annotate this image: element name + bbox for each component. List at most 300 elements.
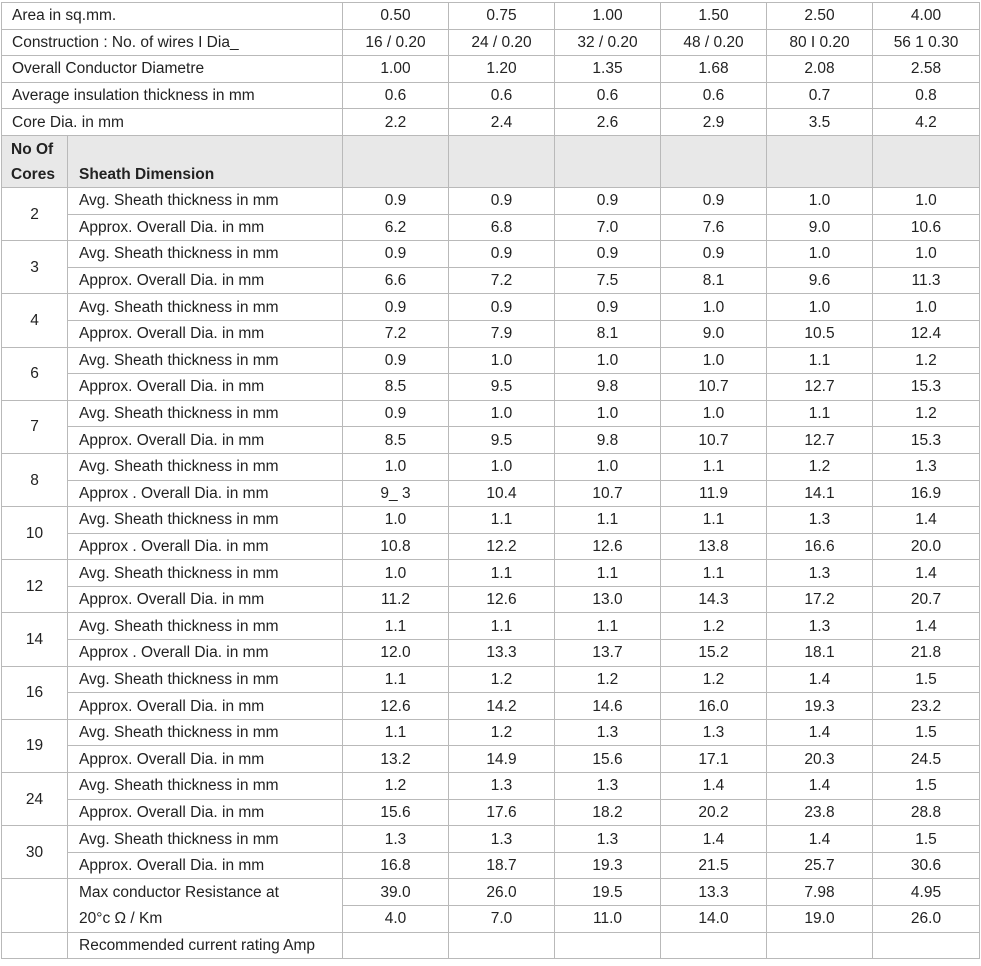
value-cell: 24 / 0.20 — [449, 29, 555, 56]
value-cell: 1.1 — [767, 400, 873, 427]
sheath-thickness-label: Avg. Sheath thickness in mm — [68, 400, 343, 427]
value-cell: 18.7 — [449, 852, 555, 879]
value-cell: 13.7 — [555, 640, 661, 667]
value-cell: 10.5 — [767, 320, 873, 347]
value-cell: 1.0 — [343, 453, 449, 480]
value-cell: 10.8 — [343, 533, 449, 560]
sheath-thickness-row — [2, 826, 980, 853]
value-cell: 2.2 — [343, 109, 449, 136]
spec-row — [2, 29, 980, 56]
value-cell: 1.3 — [555, 773, 661, 800]
value-cell: 0.7 — [767, 82, 873, 109]
value-cell: 9_ 3 — [343, 480, 449, 507]
value-cell: 16.8 — [343, 852, 449, 879]
value-cell: 20.2 — [661, 799, 767, 826]
value-cell: 1.1 — [555, 560, 661, 587]
core-count: 14 — [2, 613, 68, 666]
sheath-thickness-label: Avg. Sheath thickness in mm — [68, 613, 343, 640]
empty-header-cell — [449, 135, 555, 187]
value-cell: 0.8 — [873, 82, 980, 109]
value-cell: 1.5 — [873, 826, 980, 853]
cores-header — [2, 135, 68, 187]
value-cell: 0.9 — [449, 241, 555, 268]
value-cell: 1.50 — [661, 3, 767, 30]
value-cell: 12.4 — [873, 320, 980, 347]
empty-value-cell — [767, 932, 873, 959]
empty-value-cell — [873, 932, 980, 959]
overall-dia-label: Approx . Overall Dia. in mm — [68, 533, 343, 560]
sheath-thickness-row — [2, 613, 980, 640]
empty-header-cell — [767, 135, 873, 187]
sheath-thickness-label: Avg. Sheath thickness in mm — [68, 826, 343, 853]
overall-dia-label: Approx. Overall Dia. in mm — [68, 586, 343, 613]
value-cell: 1.2 — [767, 453, 873, 480]
core-count: 12 — [2, 560, 68, 613]
value-cell: 1.35 — [555, 56, 661, 83]
value-cell: 21.8 — [873, 640, 980, 667]
value-cell: 11.9 — [661, 480, 767, 507]
core-count: 4 — [2, 294, 68, 347]
spec-label: Core Dia. in mm — [2, 109, 343, 136]
core-count: 7 — [2, 400, 68, 453]
overall-dia-row — [2, 693, 980, 720]
value-cell: 12.7 — [767, 374, 873, 401]
value-cell: 1.2 — [555, 666, 661, 693]
value-cell: 0.6 — [555, 82, 661, 109]
value-cell: 1.0 — [449, 453, 555, 480]
value-cell: 1.1 — [661, 507, 767, 534]
overall-dia-row — [2, 267, 980, 294]
empty-value-cell — [449, 932, 555, 959]
cores-header-line1: No Of — [11, 140, 54, 158]
value-cell: 7.2 — [449, 267, 555, 294]
value-cell: 8.1 — [555, 320, 661, 347]
value-cell: 20.3 — [767, 746, 873, 773]
empty-value-cell — [555, 932, 661, 959]
value-cell: 15.6 — [343, 799, 449, 826]
value-cell: 39.0 — [343, 879, 449, 906]
spec-label: Construction : No. of wires I Dia_ — [2, 29, 343, 56]
value-cell: 1.0 — [555, 453, 661, 480]
current-row — [2, 906, 980, 933]
resistance-row — [2, 879, 980, 906]
value-cell: 1.0 — [873, 294, 980, 321]
value-cell: 8.5 — [343, 427, 449, 454]
table-body — [2, 3, 980, 959]
value-cell: 0.9 — [449, 187, 555, 214]
value-cell: 20.7 — [873, 586, 980, 613]
value-cell: 13.8 — [661, 533, 767, 560]
spec-row — [2, 3, 980, 30]
value-cell: 0.6 — [343, 82, 449, 109]
core-count: 8 — [2, 453, 68, 506]
sheath-thickness-label: Avg. Sheath thickness in mm — [68, 719, 343, 746]
sheath-header-title: Sheath Dimension — [68, 135, 343, 187]
value-cell: 2.58 — [873, 56, 980, 83]
overall-dia-row — [2, 533, 980, 560]
overall-dia-label: Approx. Overall Dia. in mm — [68, 267, 343, 294]
value-cell: 1.3 — [555, 719, 661, 746]
sheath-thickness-row — [2, 400, 980, 427]
overall-dia-row — [2, 586, 980, 613]
value-cell: 0.50 — [343, 3, 449, 30]
value-cell: 9.8 — [555, 374, 661, 401]
value-cell: 1.2 — [661, 666, 767, 693]
value-cell: 7.98 — [767, 879, 873, 906]
core-count: 6 — [2, 347, 68, 400]
value-cell: 0.9 — [449, 294, 555, 321]
overall-dia-row — [2, 852, 980, 879]
value-cell: 1.1 — [555, 507, 661, 534]
overall-dia-row — [2, 746, 980, 773]
value-cell: 1.5 — [873, 719, 980, 746]
value-cell: 1.4 — [767, 773, 873, 800]
overall-dia-label: Approx. Overall Dia. in mm — [68, 374, 343, 401]
value-cell: 1.4 — [873, 507, 980, 534]
value-cell: 14.9 — [449, 746, 555, 773]
sheath-thickness-label: Avg. Sheath thickness in mm — [68, 241, 343, 268]
core-count: 24 — [2, 773, 68, 826]
value-cell: 4.95 — [873, 879, 980, 906]
value-cell: 1.4 — [873, 613, 980, 640]
value-cell: 0.9 — [343, 294, 449, 321]
overall-dia-row — [2, 214, 980, 241]
value-cell: 19.5 — [555, 879, 661, 906]
empty-value-cell — [661, 932, 767, 959]
value-cell: 7.9 — [449, 320, 555, 347]
resistance-label-line1: Max conductor Resistance at — [68, 879, 343, 906]
value-cell: 6.8 — [449, 214, 555, 241]
value-cell: 25.7 — [767, 852, 873, 879]
value-cell: 12.0 — [343, 640, 449, 667]
value-cell: 30.6 — [873, 852, 980, 879]
value-cell: 2.9 — [661, 109, 767, 136]
value-cell: 0.9 — [661, 241, 767, 268]
value-cell: 48 / 0.20 — [661, 29, 767, 56]
value-cell: 13.3 — [449, 640, 555, 667]
value-cell: 1.4 — [873, 560, 980, 587]
value-cell: 1.0 — [343, 560, 449, 587]
value-cell: 1.00 — [343, 56, 449, 83]
spec-row — [2, 56, 980, 83]
value-cell: 1.3 — [343, 826, 449, 853]
value-cell: 1.1 — [661, 560, 767, 587]
core-count: 2 — [2, 187, 68, 240]
value-cell: 7.0 — [449, 906, 555, 933]
cores-header-line2: Cores — [11, 165, 55, 183]
value-cell: 0.6 — [449, 82, 555, 109]
value-cell: 1.3 — [767, 560, 873, 587]
empty-header-cell — [555, 135, 661, 187]
value-cell: 1.3 — [767, 507, 873, 534]
value-cell: 16.0 — [661, 693, 767, 720]
value-cell: 2.08 — [767, 56, 873, 83]
value-cell: 0.9 — [555, 187, 661, 214]
value-cell: 56 1 0.30 — [873, 29, 980, 56]
value-cell: 7.5 — [555, 267, 661, 294]
value-cell: 9.0 — [767, 214, 873, 241]
overall-dia-label: Approx. Overall Dia. in mm — [68, 799, 343, 826]
value-cell: 9.0 — [661, 320, 767, 347]
overall-dia-label: Approx . Overall Dia. in mm — [68, 640, 343, 667]
sheath-thickness-row — [2, 347, 980, 374]
value-cell: 4.00 — [873, 3, 980, 30]
value-cell: 1.2 — [449, 666, 555, 693]
value-cell: 15.3 — [873, 374, 980, 401]
value-cell: 1.3 — [449, 826, 555, 853]
value-cell: 1.2 — [661, 613, 767, 640]
sheath-thickness-row — [2, 719, 980, 746]
value-cell: 16.6 — [767, 533, 873, 560]
value-cell: 11.0 — [555, 906, 661, 933]
value-cell: 12.6 — [343, 693, 449, 720]
value-cell: 32 / 0.20 — [555, 29, 661, 56]
overall-dia-label: Approx. Overall Dia. in mm — [68, 320, 343, 347]
value-cell: 17.6 — [449, 799, 555, 826]
value-cell: 0.6 — [661, 82, 767, 109]
value-cell: 6.6 — [343, 267, 449, 294]
value-cell: 1.3 — [873, 453, 980, 480]
value-cell: 26.0 — [449, 879, 555, 906]
value-cell: 15.3 — [873, 427, 980, 454]
value-cell: 1.1 — [343, 719, 449, 746]
value-cell: 1.0 — [767, 294, 873, 321]
value-cell: 0.9 — [343, 187, 449, 214]
value-cell: 1.5 — [873, 666, 980, 693]
value-cell: 1.3 — [767, 613, 873, 640]
value-cell: 9.5 — [449, 427, 555, 454]
value-cell: 1.0 — [555, 400, 661, 427]
value-cell: 23.8 — [767, 799, 873, 826]
empty-value-cell — [343, 932, 449, 959]
value-cell: 1.1 — [343, 666, 449, 693]
value-cell: 1.2 — [873, 347, 980, 374]
overall-dia-row — [2, 320, 980, 347]
sheath-thickness-label: Avg. Sheath thickness in mm — [68, 187, 343, 214]
value-cell: 0.9 — [343, 241, 449, 268]
overall-dia-row — [2, 374, 980, 401]
value-cell: 14.2 — [449, 693, 555, 720]
value-cell: 12.6 — [449, 586, 555, 613]
value-cell: 7.2 — [343, 320, 449, 347]
value-cell: 0.9 — [661, 187, 767, 214]
value-cell: 14.6 — [555, 693, 661, 720]
value-cell: 19.3 — [555, 852, 661, 879]
value-cell: 18.2 — [555, 799, 661, 826]
value-cell: 1.0 — [873, 241, 980, 268]
value-cell: 10.4 — [449, 480, 555, 507]
overall-dia-label: Approx . Overall Dia. in mm — [68, 480, 343, 507]
core-count: 3 — [2, 241, 68, 294]
overall-dia-row — [2, 640, 980, 667]
value-cell: 3.5 — [767, 109, 873, 136]
core-count: 30 — [2, 826, 68, 879]
value-cell: 1.2 — [449, 719, 555, 746]
value-cell: 1.1 — [343, 613, 449, 640]
value-cell: 1.1 — [767, 347, 873, 374]
value-cell: 1.3 — [555, 826, 661, 853]
value-cell: 1.4 — [767, 666, 873, 693]
sheath-thickness-row — [2, 560, 980, 587]
resistance-label-line2: 20°c Ω / Km — [68, 906, 343, 933]
spec-row — [2, 82, 980, 109]
value-cell: 4.0 — [343, 906, 449, 933]
sheath-header-row — [2, 135, 980, 187]
spec-label: Average insulation thickness in mm — [2, 82, 343, 109]
value-cell: 1.0 — [449, 400, 555, 427]
sheath-thickness-row — [2, 773, 980, 800]
empty-header-cell — [873, 135, 980, 187]
value-cell: 1.0 — [767, 241, 873, 268]
overall-dia-label: Approx. Overall Dia. in mm — [68, 746, 343, 773]
cable-spec-table — [1, 2, 980, 959]
value-cell: 6.2 — [343, 214, 449, 241]
value-cell: 16 / 0.20 — [343, 29, 449, 56]
sheath-thickness-label: Avg. Sheath thickness in mm — [68, 666, 343, 693]
value-cell: 20.0 — [873, 533, 980, 560]
value-cell: 1.4 — [661, 773, 767, 800]
value-cell: 1.0 — [661, 347, 767, 374]
sheath-thickness-label: Avg. Sheath thickness in mm — [68, 560, 343, 587]
value-cell: 23.2 — [873, 693, 980, 720]
value-cell: 1.1 — [661, 453, 767, 480]
value-cell: 0.9 — [555, 241, 661, 268]
overall-dia-row — [2, 799, 980, 826]
value-cell: 17.1 — [661, 746, 767, 773]
value-cell: 26.0 — [873, 906, 980, 933]
value-cell: 12.7 — [767, 427, 873, 454]
overall-dia-row — [2, 480, 980, 507]
value-cell: 1.4 — [767, 719, 873, 746]
value-cell: 15.2 — [661, 640, 767, 667]
value-cell: 8.1 — [661, 267, 767, 294]
sheath-thickness-row — [2, 453, 980, 480]
value-cell: 1.4 — [767, 826, 873, 853]
value-cell: 1.0 — [661, 400, 767, 427]
sheath-thickness-label: Avg. Sheath thickness in mm — [68, 453, 343, 480]
overall-dia-label: Approx. Overall Dia. in mm — [68, 427, 343, 454]
value-cell: 2.50 — [767, 3, 873, 30]
spec-label: Area in sq.mm. — [2, 3, 343, 30]
value-cell: 15.6 — [555, 746, 661, 773]
current-rating-label: Recommended current rating Amp — [68, 932, 343, 959]
sheath-thickness-row — [2, 294, 980, 321]
value-cell: 1.0 — [449, 347, 555, 374]
empty-core-cell — [2, 932, 68, 959]
value-cell: 1.1 — [449, 560, 555, 587]
value-cell: 1.0 — [767, 187, 873, 214]
empty-header-cell — [661, 135, 767, 187]
value-cell: 1.2 — [873, 400, 980, 427]
value-cell: 24.5 — [873, 746, 980, 773]
empty-core-cell — [2, 879, 68, 932]
value-cell: 2.4 — [449, 109, 555, 136]
value-cell: 11.2 — [343, 586, 449, 613]
value-cell: 1.1 — [449, 613, 555, 640]
value-cell: 1.20 — [449, 56, 555, 83]
value-cell: 12.6 — [555, 533, 661, 560]
value-cell: 1.1 — [555, 613, 661, 640]
sheath-thickness-label: Avg. Sheath thickness in mm — [68, 347, 343, 374]
sheath-thickness-row — [2, 187, 980, 214]
spec-row — [2, 109, 980, 136]
value-cell: 19.0 — [767, 906, 873, 933]
value-cell: 4.2 — [873, 109, 980, 136]
sheath-thickness-row — [2, 241, 980, 268]
value-cell: 9.8 — [555, 427, 661, 454]
value-cell: 14.3 — [661, 586, 767, 613]
value-cell: 7.6 — [661, 214, 767, 241]
value-cell: 1.3 — [449, 773, 555, 800]
value-cell: 10.6 — [873, 214, 980, 241]
value-cell: 80 I 0.20 — [767, 29, 873, 56]
core-count: 10 — [2, 507, 68, 560]
core-count: 16 — [2, 666, 68, 719]
value-cell: 1.2 — [343, 773, 449, 800]
value-cell: 13.3 — [661, 879, 767, 906]
value-cell: 1.0 — [873, 187, 980, 214]
overall-dia-label: Approx. Overall Dia. in mm — [68, 852, 343, 879]
value-cell: 1.00 — [555, 3, 661, 30]
value-cell: 18.1 — [767, 640, 873, 667]
sheath-thickness-row — [2, 666, 980, 693]
value-cell: 1.1 — [449, 507, 555, 534]
value-cell: 16.9 — [873, 480, 980, 507]
value-cell: 10.7 — [661, 427, 767, 454]
overall-dia-label: Approx. Overall Dia. in mm — [68, 693, 343, 720]
value-cell: 1.0 — [343, 507, 449, 534]
value-cell: 28.8 — [873, 799, 980, 826]
value-cell: 9.5 — [449, 374, 555, 401]
value-cell: 8.5 — [343, 374, 449, 401]
sheath-thickness-row — [2, 507, 980, 534]
value-cell: 1.0 — [555, 347, 661, 374]
value-cell: 0.9 — [343, 400, 449, 427]
value-cell: 1.0 — [661, 294, 767, 321]
value-cell: 0.75 — [449, 3, 555, 30]
overall-dia-row — [2, 427, 980, 454]
value-cell: 9.6 — [767, 267, 873, 294]
value-cell: 21.5 — [661, 852, 767, 879]
value-cell: 11.3 — [873, 267, 980, 294]
value-cell: 12.2 — [449, 533, 555, 560]
overall-dia-label: Approx. Overall Dia. in mm — [68, 214, 343, 241]
value-cell: 1.4 — [661, 826, 767, 853]
value-cell: 7.0 — [555, 214, 661, 241]
value-cell: 10.7 — [661, 374, 767, 401]
value-cell: 13.2 — [343, 746, 449, 773]
value-cell: 10.7 — [555, 480, 661, 507]
value-cell: 14.0 — [661, 906, 767, 933]
sheath-thickness-label: Avg. Sheath thickness in mm — [68, 294, 343, 321]
value-cell: 14.1 — [767, 480, 873, 507]
empty-header-cell — [343, 135, 449, 187]
value-cell: 17.2 — [767, 586, 873, 613]
value-cell: 13.0 — [555, 586, 661, 613]
value-cell: 19.3 — [767, 693, 873, 720]
core-count: 19 — [2, 719, 68, 772]
spec-label: Overall Conductor Diametre — [2, 56, 343, 83]
sheath-thickness-label: Avg. Sheath thickness in mm — [68, 773, 343, 800]
value-cell: 0.9 — [343, 347, 449, 374]
sheath-thickness-label: Avg. Sheath thickness in mm — [68, 507, 343, 534]
value-cell: 2.6 — [555, 109, 661, 136]
value-cell: 1.3 — [661, 719, 767, 746]
value-cell: 0.9 — [555, 294, 661, 321]
value-cell: 1.5 — [873, 773, 980, 800]
current-label-row — [2, 932, 980, 959]
value-cell: 1.68 — [661, 56, 767, 83]
